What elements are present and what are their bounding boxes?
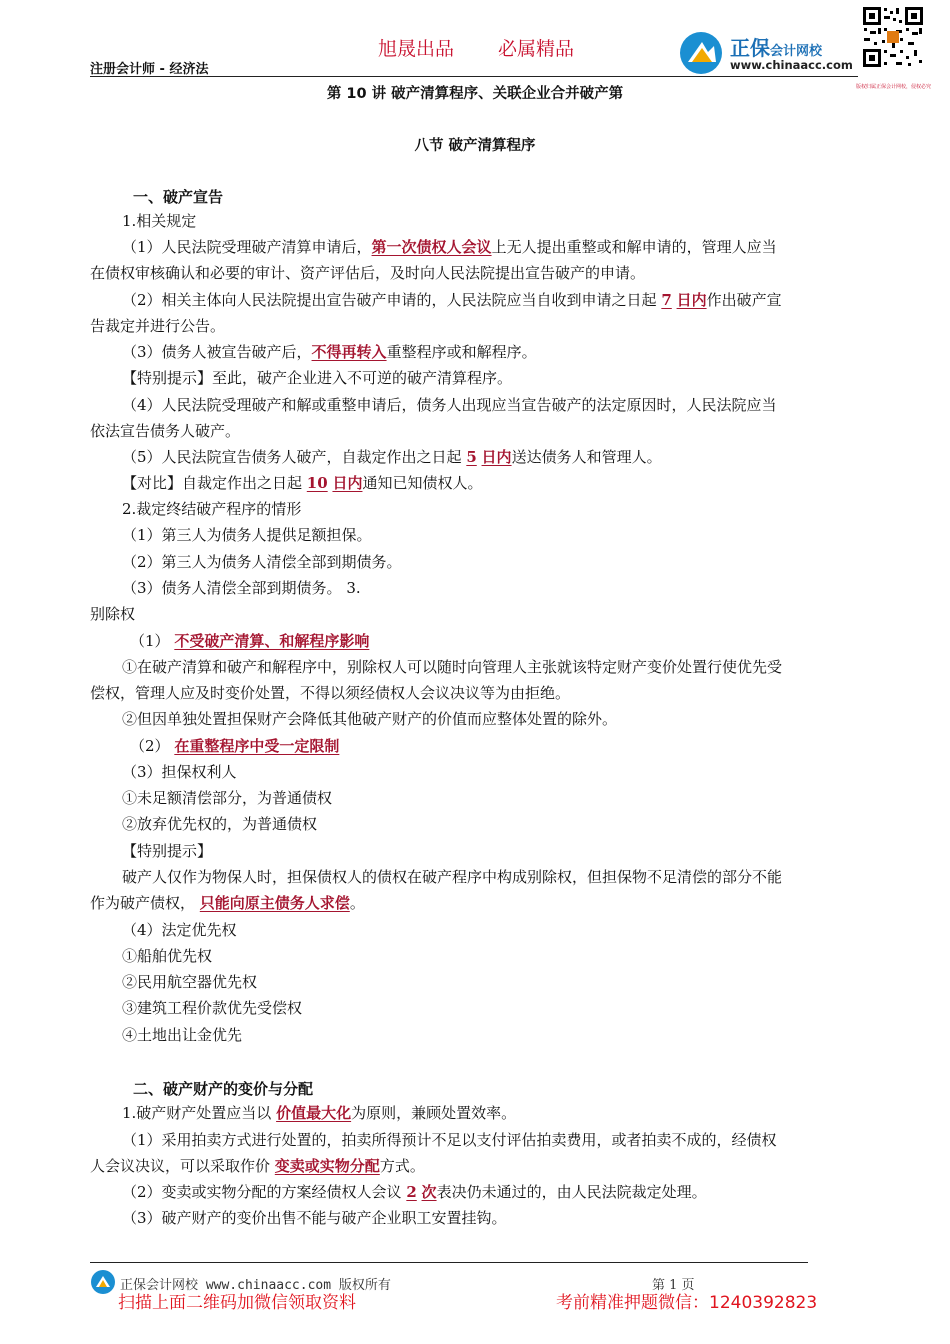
highlight-number: 10: [306, 474, 328, 492]
highlight-term: 不得再转入: [311, 343, 387, 361]
highlight-term: 日内: [332, 474, 363, 492]
logo-name: 正保: [730, 36, 770, 60]
text-line: （4）法定优先权: [122, 921, 237, 939]
text-line: 【对比】自裁定作出之日起 10 日内通知已知债权人。: [122, 474, 483, 492]
logo-icon: [678, 30, 726, 76]
footer-logo-icon: [90, 1269, 116, 1295]
text-line: （1）采用拍卖方式进行处置的，拍卖所得预计不足以支付评估拍卖费用，或者拍卖不成的，经债权: [122, 1131, 777, 1149]
course-name: 注册会计师 - 经济法: [90, 62, 209, 77]
footer-copyright: 正保会计网校 www.chinaacc.com 版权所有: [120, 1278, 391, 1293]
text-line: 人会议决议，可以采取作价 变卖或实物分配方式。: [90, 1157, 425, 1175]
text-line: 在债权审核确认和必要的审计、资产评估后，及时向人民法院提出宣告破产的申请。: [90, 264, 646, 282]
text-line: （1）第三人为债务人提供足额担保。: [122, 526, 372, 544]
text-line: （3）债务人被宣告破产后，不得再转入重整程序或和解程序。: [122, 343, 537, 361]
text-line: ①船舶优先权: [122, 947, 213, 965]
text-line: ②民用航空器优先权: [122, 973, 258, 991]
text-line: 告裁定并进行公告。: [90, 317, 226, 335]
highlight-term: 日内: [676, 291, 707, 309]
text-line: 破产人仅作为物保人时，担保债权人的债权在破产程序中构成别除权，但担保物不足清偿的部分不能: [122, 868, 783, 886]
text-line: ②放弃优先权的，为普通债权: [122, 815, 318, 833]
highlight-number: 2: [406, 1183, 417, 1201]
text-line: ②但因单独处置担保财产会降低其他破产财产的价值而应整体处置的除外。: [122, 710, 618, 728]
text-line: （1）人民法院受理破产清算申请后，第一次债权人会议上无人提出重整或和解申请的，管理人应当: [122, 238, 777, 256]
highlight-term: 第一次债权人会议: [371, 238, 492, 256]
highlight-number: 7: [661, 291, 672, 309]
text-line: 依法宣告债务人破产。: [90, 422, 241, 440]
text-line: 1.破产财产处置应当以 价值最大化为原则，兼顾处置效率。: [122, 1104, 517, 1122]
text-line: （3）破产财产的变价出售不能与破产企业职工安置挂钩。: [122, 1209, 507, 1227]
text-line: （1） 不受破产清算、和解程序影响: [130, 632, 370, 650]
highlight-number: 5: [466, 448, 477, 466]
text-line: （3）债务人清偿全部到期债务。 3.: [122, 579, 361, 597]
text-line: ①在破产清算和破产和解程序中，别除权人可以随时向管理人主张就该特定财产变价处置行使优先受: [122, 658, 783, 676]
highlight-term: 只能向原主债务人求偿: [199, 894, 350, 912]
highlight-term: 次: [421, 1183, 437, 1201]
text-line: ④土地出让金优先: [122, 1026, 243, 1044]
highlight-term: 日内: [481, 448, 512, 466]
text-line: 【特别提示】至此，破产企业进入不可逆的破产清算程序。: [122, 369, 513, 387]
highlight-term: 在重整程序中受一定限制: [174, 737, 340, 755]
header-slogan-1: 旭晟出品: [378, 38, 455, 60]
page-subtitle: 八节 破产清算程序: [414, 138, 536, 154]
header-slogan-2: 必属精品: [498, 38, 575, 60]
section-heading-1: 一、破产宣告: [133, 188, 224, 206]
qr-code-icon[interactable]: [862, 6, 924, 68]
page-number: 第 1 页: [652, 1278, 695, 1293]
page-title: 第 10 讲 破产清算程序、关联企业合并破产第: [326, 86, 624, 102]
highlight-term: 变卖或实物分配: [274, 1157, 380, 1175]
promo-right: 考前精准押题微信：1240392823: [556, 1293, 818, 1313]
text-line: 别除权: [90, 605, 136, 623]
text-line: ③建筑工程价款优先受偿权: [122, 999, 303, 1017]
text-line: （2）变卖或实物分配的方案经债权人会议 2 次表决仍未通过的，由人民法院裁定处理。: [122, 1183, 707, 1201]
text-line: 偿权，管理人应及时变价处置，不得以须经债权人会议决议等为由拒绝。: [90, 684, 571, 702]
brand-logo: [678, 30, 858, 76]
highlight-term: 价值最大化: [276, 1104, 352, 1122]
section-heading-2: 二、破产财产的变价与分配: [133, 1080, 314, 1098]
text-line: （3）担保权利人: [122, 763, 237, 781]
header-divider: [90, 76, 858, 77]
text-line: （5）人民法院宣告债务人破产，自裁定作出之日起 5 日内送达债务人和管理人。: [122, 448, 662, 466]
text-line: （2） 在重整程序中受一定限制: [130, 737, 340, 755]
logo-sub: 会计网校: [770, 44, 823, 59]
promo-left: 扫描上面二维码加微信领取资料: [118, 1293, 356, 1313]
text-line: （4）人民法院受理破产和解或重整申请后，债务人出现应当宣告破产的法定原因时，人民法院应当: [122, 396, 777, 414]
logo-url: www.chinaacc.com: [730, 58, 853, 72]
qr-caption: 版权归属正保会计网校，侵权必究: [856, 84, 932, 90]
text-line: 1.相关规定: [122, 212, 197, 230]
footer-divider: [90, 1262, 808, 1263]
text-line: 作为破产债权， 只能向原主债务人求偿。: [90, 894, 365, 912]
text-line: 2.裁定终结破产程序的情形: [122, 500, 302, 518]
text-line: （2）第三人为债务人清偿全部到期债务。: [122, 553, 402, 571]
highlight-term: 不受破产清算、和解程序影响: [174, 632, 370, 650]
text-line: （2）相关主体向人民法院提出宣告破产申请的，人民法院应当自收到申请之日起 7 日内作出破产宣: [122, 291, 782, 309]
text-line: ①未足额清偿部分，为普通债权: [122, 789, 333, 807]
text-line: 【特别提示】: [122, 842, 213, 860]
